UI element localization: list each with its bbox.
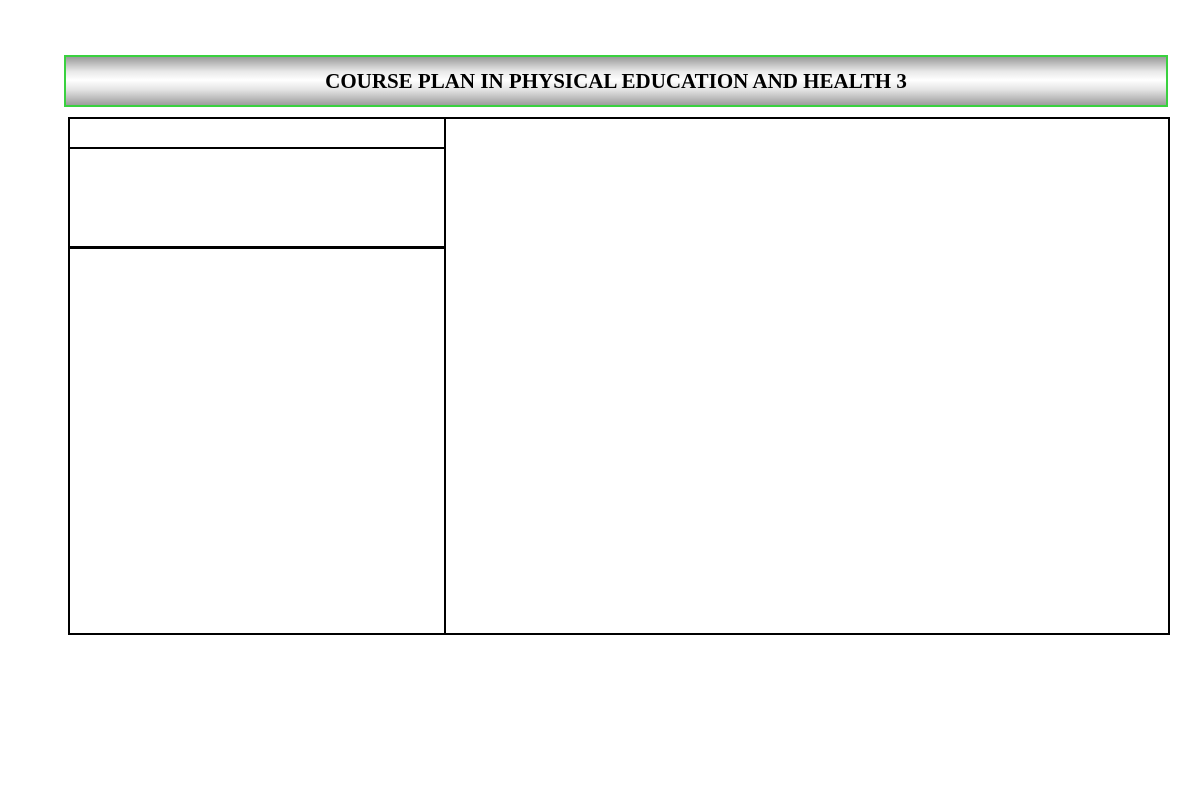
title-banner bbox=[64, 55, 1168, 107]
course-plan-table bbox=[68, 117, 1170, 635]
left-row-divider-3 bbox=[70, 247, 444, 249]
column-divider bbox=[444, 119, 446, 633]
page-title: COURSE PLAN IN PHYSICAL EDUCATION AND HEALTH 3 bbox=[325, 68, 907, 93]
left-row-divider-1 bbox=[70, 147, 444, 149]
